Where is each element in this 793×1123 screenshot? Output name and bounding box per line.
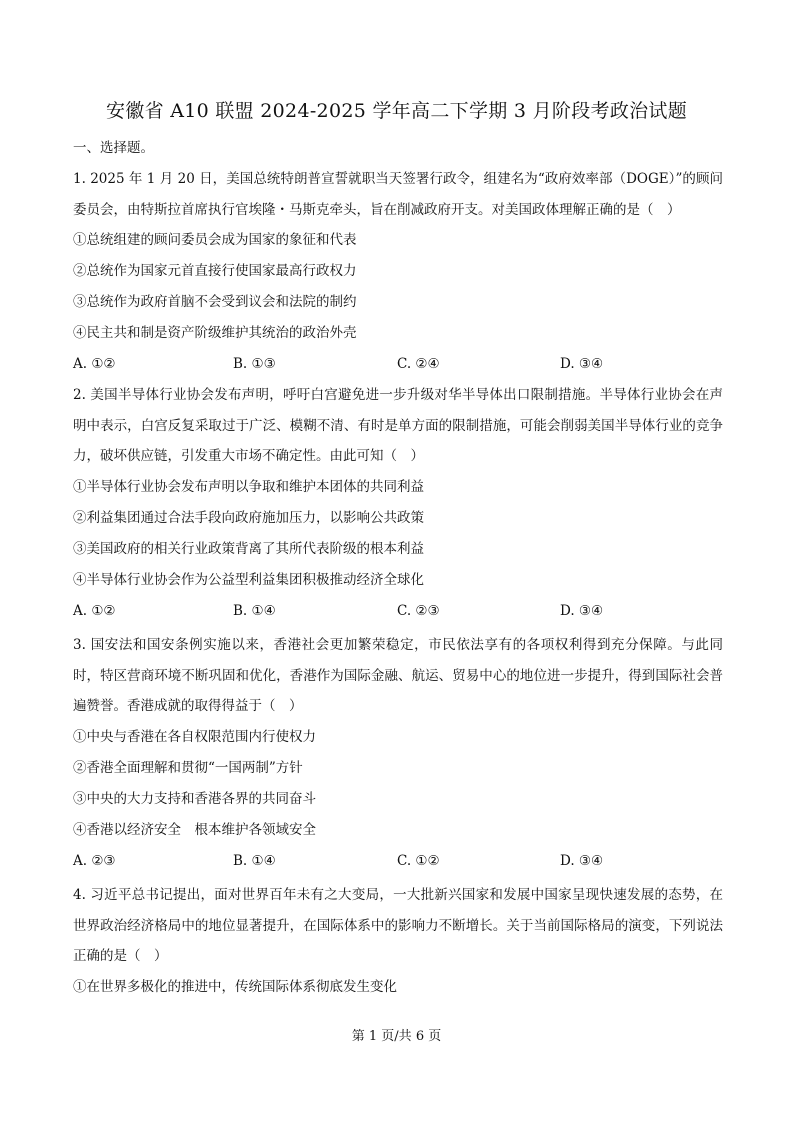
choice-d: D. ③④	[560, 602, 604, 619]
choice-d: D. ③④	[560, 852, 604, 869]
statement-option: ②总统作为国家元首直接行使国家最高行政权力	[73, 263, 357, 279]
statement-option: ①在世界多极化的推进中，传统国际体系彻底发生变化	[73, 978, 397, 995]
question-stem: 2. 美国半导体行业协会发布声明，呼吁白宫避免进一步升级对华半导体出口限制措施。半导体行业协会在声明中表示，白宫反复采取过于广泛、模糊不清、有时是单方面的限制措施，可能会削弱美国半导体行业的竞争力，破坏供应链，引发重大市场不确定性。由此可知（ ）	[73, 387, 723, 464]
page-title: 安徽省 A10 联盟 2024-2025 学年高二下学期 3 月阶段考政治试题	[105, 100, 688, 122]
answer-choices	[73, 349, 723, 380]
question-1	[73, 164, 723, 380]
choice-b: B. ①③	[233, 356, 276, 372]
choice-d: D. ③④	[560, 356, 604, 372]
statement-option: ①总统组建的顾问委员会成为国家的象征和代表	[73, 232, 357, 248]
statement-option: ④民主共和制是资产阶级维护其统治的政治外壳	[73, 325, 357, 341]
choice-b: B. ①④	[233, 852, 276, 869]
choice-a: A. ①②	[73, 356, 116, 372]
choice-a: A. ②③	[73, 852, 116, 869]
choice-c: C. ①②	[397, 852, 440, 869]
answer-choices	[73, 596, 723, 627]
statement-option: ②香港全面理解和贯彻“一国两制”方针	[73, 759, 303, 776]
statement-option: ①中央与香港在各自权限范围内行使权力	[73, 728, 316, 745]
statement-option: ②利益集团通过合法手段向政府施加压力，以影响公共政策	[73, 509, 424, 526]
statement-option: ④香港以经济安全 根本维护各领域安全	[73, 821, 316, 838]
question-2	[73, 380, 723, 627]
question-stem: 4. 习近平总书记提出，面对世界百年未有之大变局，一大批新兴国家和发展中国家呈现快速发展的态势，在世界政治经济格局中的地位显著提升，在国际体系中的影响力不断增长。关于当前国际格局的演变，下列说法正确的是（ ）	[73, 887, 723, 964]
statement-option: ①半导体行业协会发布声明以争取和维护本团体的共同利益	[73, 478, 424, 495]
section-heading: 一、选择题。	[73, 140, 154, 156]
answer-choices	[73, 846, 723, 877]
statement-option: ③美国政府的相关行业政策背离了其所代表阶级的根本利益	[73, 540, 424, 557]
choice-b: B. ①④	[233, 602, 276, 619]
choice-a: A. ①②	[73, 602, 116, 619]
statement-option: ③中央的大力支持和香港各界的共同奋斗	[73, 790, 316, 807]
choice-c: C. ②③	[397, 602, 440, 619]
question-stem: 3. 国安法和国安条例实施以来，香港社会更加繁荣稳定，市民依法享有的各项权利得到充分保障。与此同时，特区营商环境不断巩固和优化，香港作为国际金融、航运、贸易中心的地位进一步提升，得到国际社会普遍赞誉。香港成就的取得得益于（ ）	[73, 637, 723, 714]
question-stem: 1. 2025 年 1 月 20 日，美国总统特朗普宣誓就职当天签署行政令，组建名为“政府效率部（DOGE）”的顾问委员会，由特斯拉首席执行官埃隆・马斯克牵头，旨在削减政府开支。对美国政体理解正确的是（ ）	[73, 171, 723, 218]
question-4	[73, 880, 723, 1003]
statement-option: ④半导体行业协会作为公益型利益集团积极推动经济全球化	[73, 571, 424, 588]
statement-option: ③总统作为政府首脑不会受到议会和法院的制约	[73, 294, 357, 310]
question-3	[73, 630, 723, 877]
choice-c: C. ②④	[397, 356, 440, 372]
page-number: 第 1 页/共 6 页	[351, 1029, 442, 1044]
